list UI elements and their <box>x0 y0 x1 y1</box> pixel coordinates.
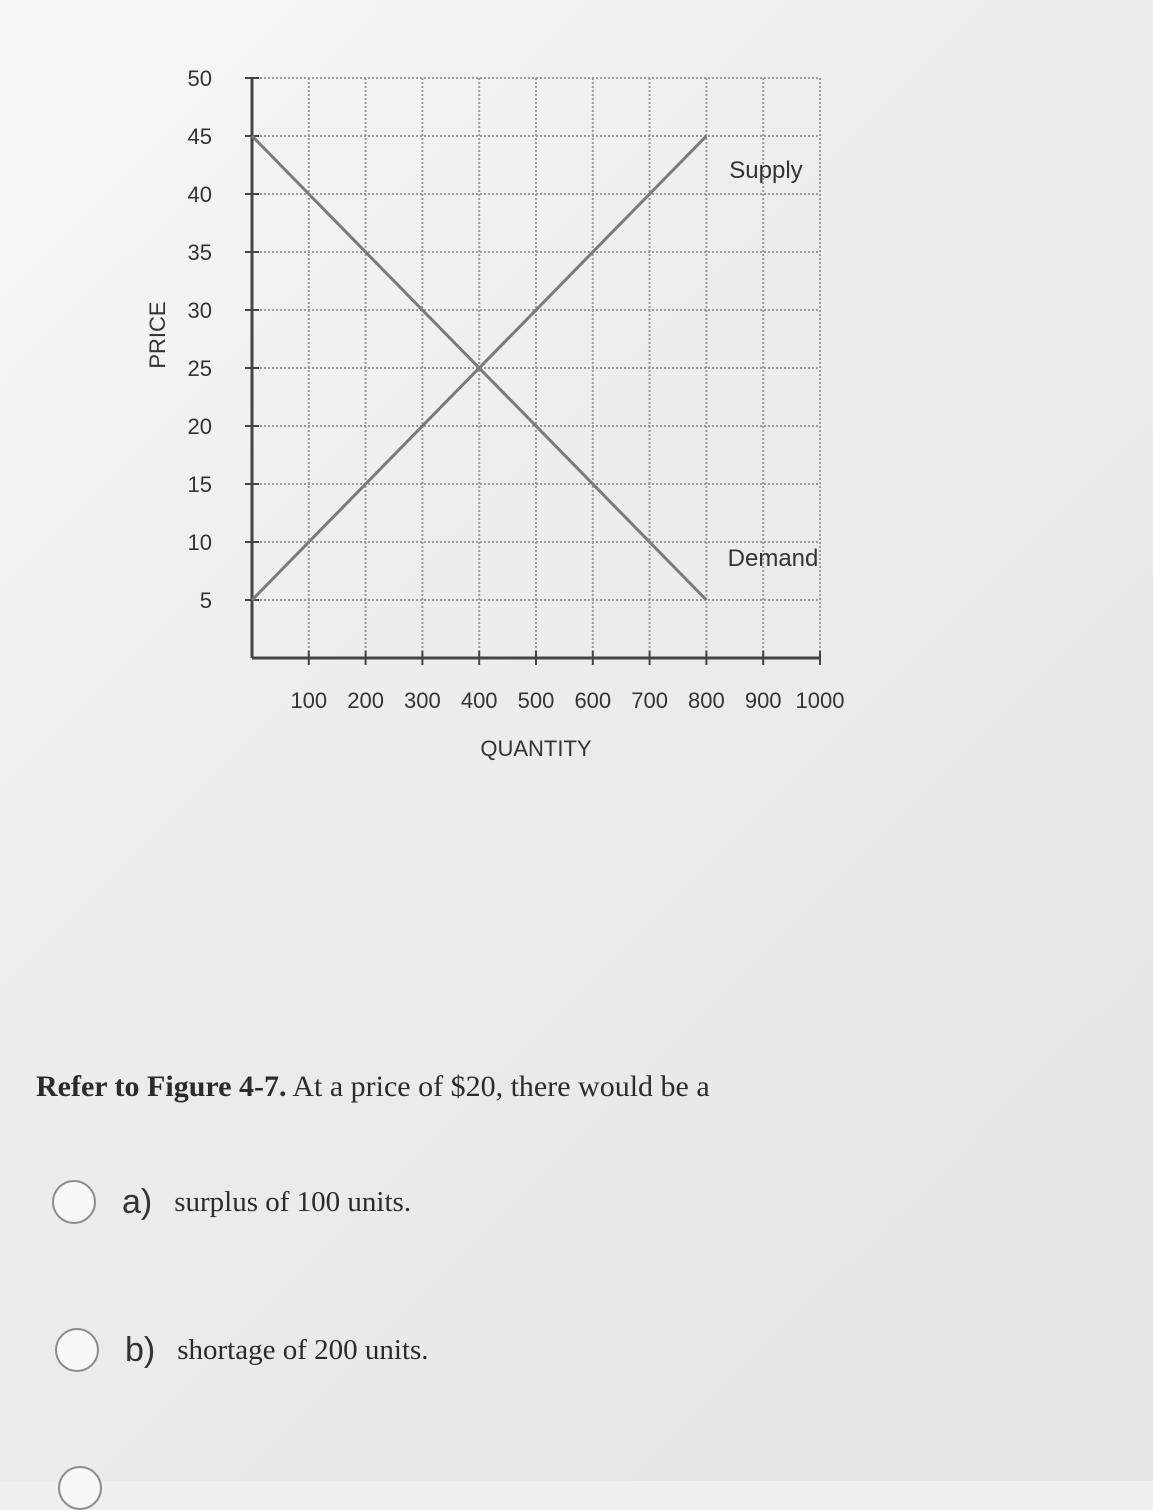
supply-label: Supply <box>729 157 803 184</box>
option-letter: b) <box>125 1330 156 1369</box>
option-letter: a) <box>122 1182 153 1221</box>
x-tick-label: 300 <box>404 688 441 713</box>
option-a[interactable] <box>52 1180 411 1224</box>
radio-button-c[interactable] <box>58 1466 102 1510</box>
y-tick-label: 40 <box>187 182 212 207</box>
option-text: shortage of 200 units. <box>177 1333 429 1366</box>
demand-label: Demand <box>727 545 819 572</box>
radio-button-a[interactable] <box>52 1180 96 1224</box>
x-tick-label: 800 <box>688 688 725 713</box>
figure-reference: Refer to Figure 4-7. <box>36 1070 287 1103</box>
y-axis-title: PRICE <box>145 301 170 369</box>
y-tick-label: 30 <box>187 298 212 323</box>
x-tick-label: 100 <box>290 688 328 713</box>
x-tick-label: 200 <box>347 688 384 713</box>
y-tick-label: 15 <box>187 472 212 497</box>
y-tick-label: 10 <box>187 530 212 555</box>
x-tick-label: 400 <box>460 688 498 713</box>
y-tick-label: 25 <box>187 356 212 381</box>
y-tick-label: 20 <box>187 414 212 439</box>
x-tick-label: 600 <box>574 688 612 713</box>
option-b[interactable] <box>55 1328 429 1372</box>
question-text <box>36 1070 710 1104</box>
radio-button-b[interactable] <box>55 1328 99 1372</box>
x-tick-label: 700 <box>631 688 668 713</box>
x-tick-label: 900 <box>744 688 782 713</box>
x-tick-label: 1000 <box>795 688 845 713</box>
y-tick-label: 35 <box>187 240 212 265</box>
x-axis-title: QUANTITY <box>480 736 592 761</box>
question-body: At a price of $20, there would be a <box>286 1070 710 1103</box>
x-tick-label: 500 <box>517 688 555 713</box>
option-text: surplus of 100 units. <box>174 1185 412 1218</box>
y-tick-label: 50 <box>187 66 212 91</box>
y-tick-label: 5 <box>199 588 212 613</box>
y-tick-label: 45 <box>187 124 212 149</box>
